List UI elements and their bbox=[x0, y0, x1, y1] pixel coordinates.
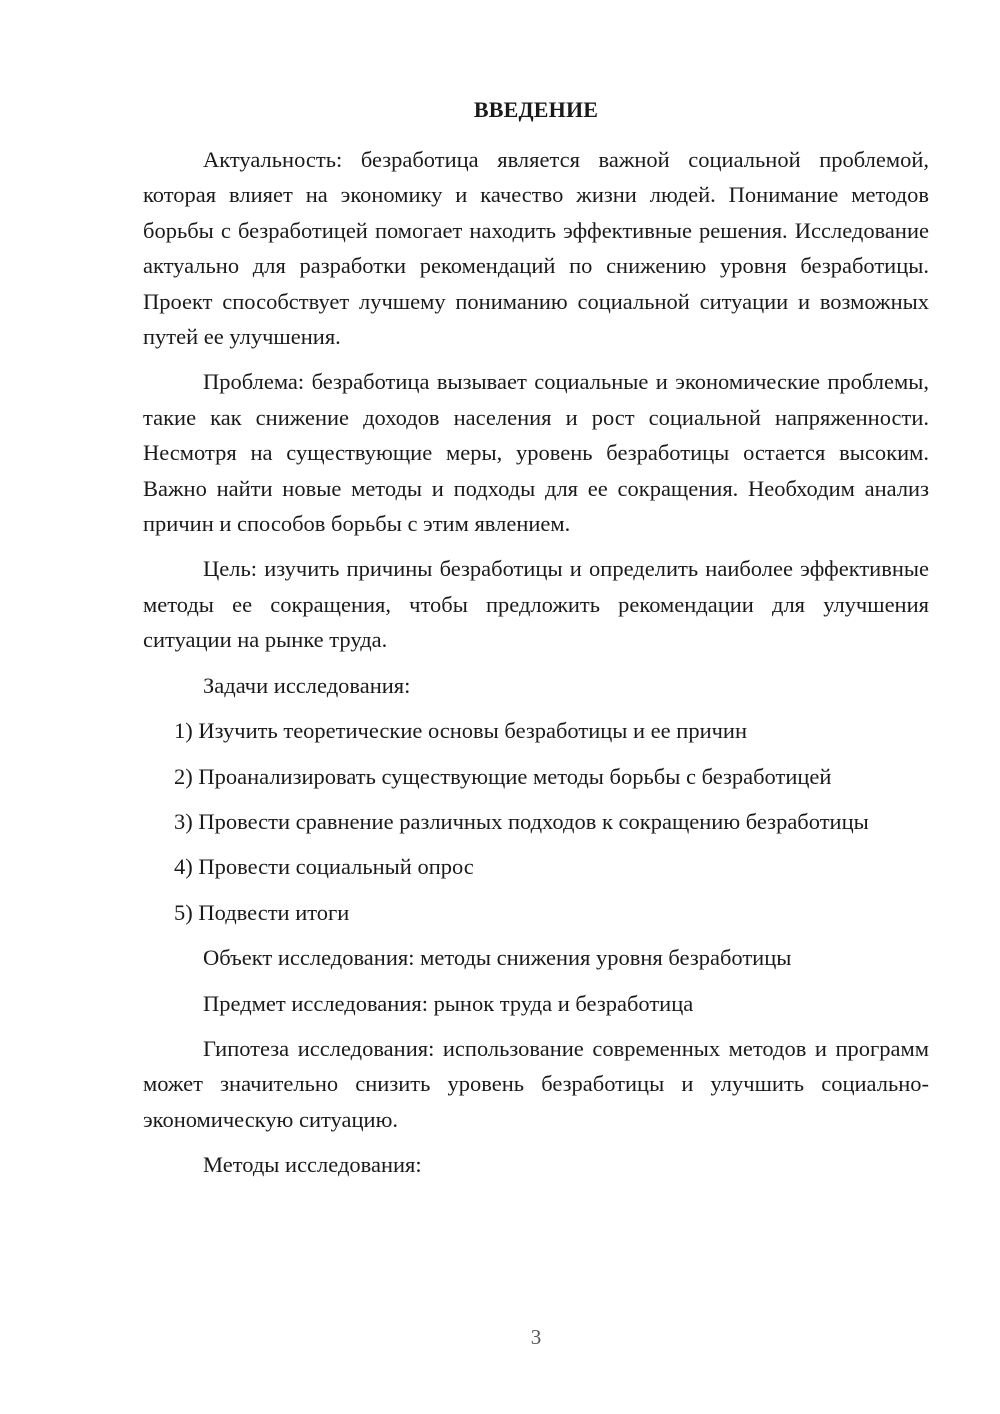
paragraph-subject: Предмет исследования: рынок труда и безработица bbox=[203, 990, 694, 1016]
paragraph-tasks-heading: Задачи исследования: bbox=[203, 672, 411, 698]
paragraph-object: Объект исследования: методы снижения уровня безработицы bbox=[203, 945, 792, 971]
task-item-3: 3) Провести сравнение различных подходов к сокращению безработицы bbox=[174, 808, 869, 834]
paragraph-relevance: Актуальность: безработица является важной социальной проблемой, которая влияет на экономику и качество жизни людей. Понимание методов борьбы с безработицей помогает находить эффективные решения. Исследование актуально для разработки рекомендаций по снижению уровня безработицы. Проект способствует лучшему пониманию социальной ситуации и возможных путей ее улучшения. bbox=[143, 147, 929, 350]
task-item-4: 4) Провести социальный опрос bbox=[174, 854, 474, 880]
task-item-5: 5) Подвести итоги bbox=[174, 899, 350, 925]
body-text bbox=[143, 142, 929, 1193]
task-item-2: 2) Проанализировать существующие методы борьбы с безработицей bbox=[174, 763, 832, 789]
paragraph-methods-heading: Методы исследования: bbox=[203, 1152, 422, 1178]
paragraph-problem: Проблема: безработица вызывает социальные и экономические проблемы, такие как снижение доходов населения и рост социальной напряженности. Несмотря на существующие меры, уровень безработицы остается высоким. Важно найти новые методы и подходы для ее сокращения. Необходим анализ причин и способов борьбы с этим явлением. bbox=[143, 369, 929, 537]
task-item-1: 1) Изучить теоретические основы безработицы и ее причин bbox=[174, 718, 748, 744]
section-title: ВВЕДЕНИЕ bbox=[473, 97, 599, 122]
paragraph-hypothesis: Гипотеза исследования: использование современных методов и программ может значительно снизить уровень безработицы и улучшить социально-экономическую ситуацию. bbox=[143, 1035, 929, 1132]
page-number: 3 bbox=[530, 1325, 542, 1349]
paragraph-goal: Цель: изучить причины безработицы и определить наиболее эффективные методы ее сокращения, чтобы предложить рекомендации для улучшения ситуации на рынке труда. bbox=[143, 556, 929, 653]
